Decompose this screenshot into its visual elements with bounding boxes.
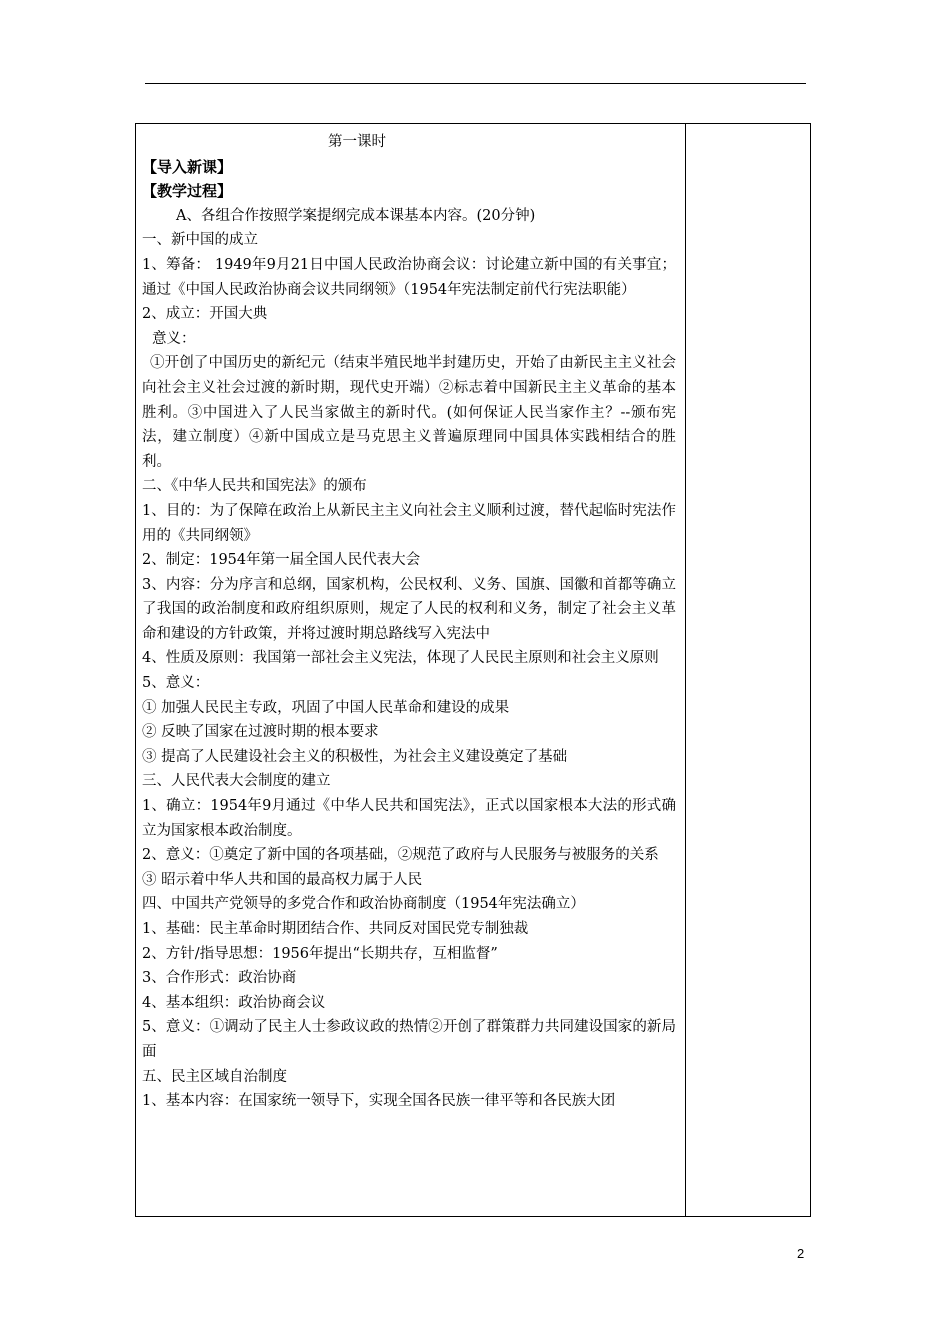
header-rule bbox=[145, 83, 806, 84]
paragraph: 5、意义： bbox=[142, 675, 210, 692]
paragraph: 1、基本内容：在国家统一领导下，实现全国各民族一律平等和各民族大团 bbox=[142, 1093, 616, 1110]
lesson-table bbox=[135, 123, 811, 1217]
paragraph: 1、目的：为了保障在政治上从新民主主义向社会主义顺利过渡，替代起临时宪法作用的《共同纲领》 bbox=[142, 502, 676, 544]
lesson-title: 第一课时 bbox=[328, 134, 386, 150]
paragraph: ② 反映了国家在过渡时期的根本要求 bbox=[142, 724, 379, 741]
paragraph: 3、合作形式：政治协商 bbox=[142, 970, 297, 987]
paragraph: 意义： bbox=[152, 330, 196, 347]
paragraph: 四、中国共产党领导的多党合作和政治协商制度（1954年宪法确立） bbox=[142, 896, 585, 913]
paragraph: A、各组合作按照学案提纲完成本课基本内容。(20分钟) bbox=[176, 207, 536, 224]
paragraph: 2、制定：1954年第一届全国人民代表大会 bbox=[142, 552, 421, 569]
paragraph: ① 加强人民民主专政，巩固了中国人民革命和建设的成果 bbox=[142, 699, 510, 716]
paragraph: ①开创了中国历史的新纪元（结束半殖民地半封建历史，开始了由新民主主义社会向社会主义社会过渡的新时期，现代史开端）②标志着中国新民主主义革命的基本胜利。③中国进入了人民当家做主的新时代。(如何保证人民当家作主？--颁布宪法，建立制度）④新中国成立是马克思主义普遍原理同中国具体实践相结合的胜利。 bbox=[142, 355, 676, 470]
paragraph: 一、新中国的成立 bbox=[142, 232, 258, 249]
section-intro-heading: 【导入新课】 bbox=[142, 157, 233, 176]
paragraph: 4、基本组织：政治协商会议 bbox=[142, 994, 326, 1011]
paragraph: 1、基础：民主革命时期团结合作、共同反对国民党专制独裁 bbox=[142, 921, 529, 937]
paragraph: 3、内容：分为序言和总纲，国家机构，公民权利、义务、国旗、国徽和首都等确立了我国的政治制度和政府组织原则，规定了人民的权利和义务，制定了社会主义革命和建设的方针政策，并将过渡时期总路线写入宪法中 bbox=[142, 576, 676, 642]
paragraph: 4、性质及原则：我国第一部社会主义宪法，体现了人民民主原则和社会主义原则 bbox=[142, 650, 659, 667]
paragraph: ③ 提高了人民建设社会主义的积极性，为社会主义建设奠定了基础 bbox=[142, 748, 568, 765]
paragraph: 2、方针/指导思想：1956年提出“长期共存，互相监督” bbox=[142, 945, 498, 962]
paragraph: 五、民主区域自治制度 bbox=[142, 1068, 287, 1085]
paragraph: 2、成立：开国大典 bbox=[142, 306, 268, 323]
lesson-content bbox=[142, 130, 676, 1114]
paragraph: ③ 昭示着中华人共和国的最高权力属于人民 bbox=[142, 871, 423, 888]
column-divider bbox=[685, 124, 686, 1216]
paragraph: 5、意义：①调动了民主人士参政议政的热情②开创了群策群力共同建设国家的新局面 bbox=[142, 1019, 676, 1060]
page-number: 2 bbox=[797, 1246, 805, 1261]
paragraph: 1、确立：1954年9月通过《中华人民共和国宪法》，正式以国家根本大法的形式确立为国家根本政治制度。 bbox=[142, 798, 676, 839]
paragraph: 三、人民代表大会制度的建立 bbox=[142, 773, 331, 790]
paragraph: 2、意义：①奠定了新中国的各项基础，②规范了政府与人民服务与被服务的关系 bbox=[142, 847, 659, 864]
paragraph: 1、筹备： 1949年9月21日中国人民政治协商会议：讨论建立新中国的有关事宜；通过《中国人民政治协商会议共同纲领》（1954年宪法制定前代行宪法职能） bbox=[142, 256, 676, 298]
paragraph: 二、《中华人民共和国宪法》的颁布 bbox=[142, 478, 367, 495]
section-process-heading: 【教学过程】 bbox=[142, 182, 233, 201]
